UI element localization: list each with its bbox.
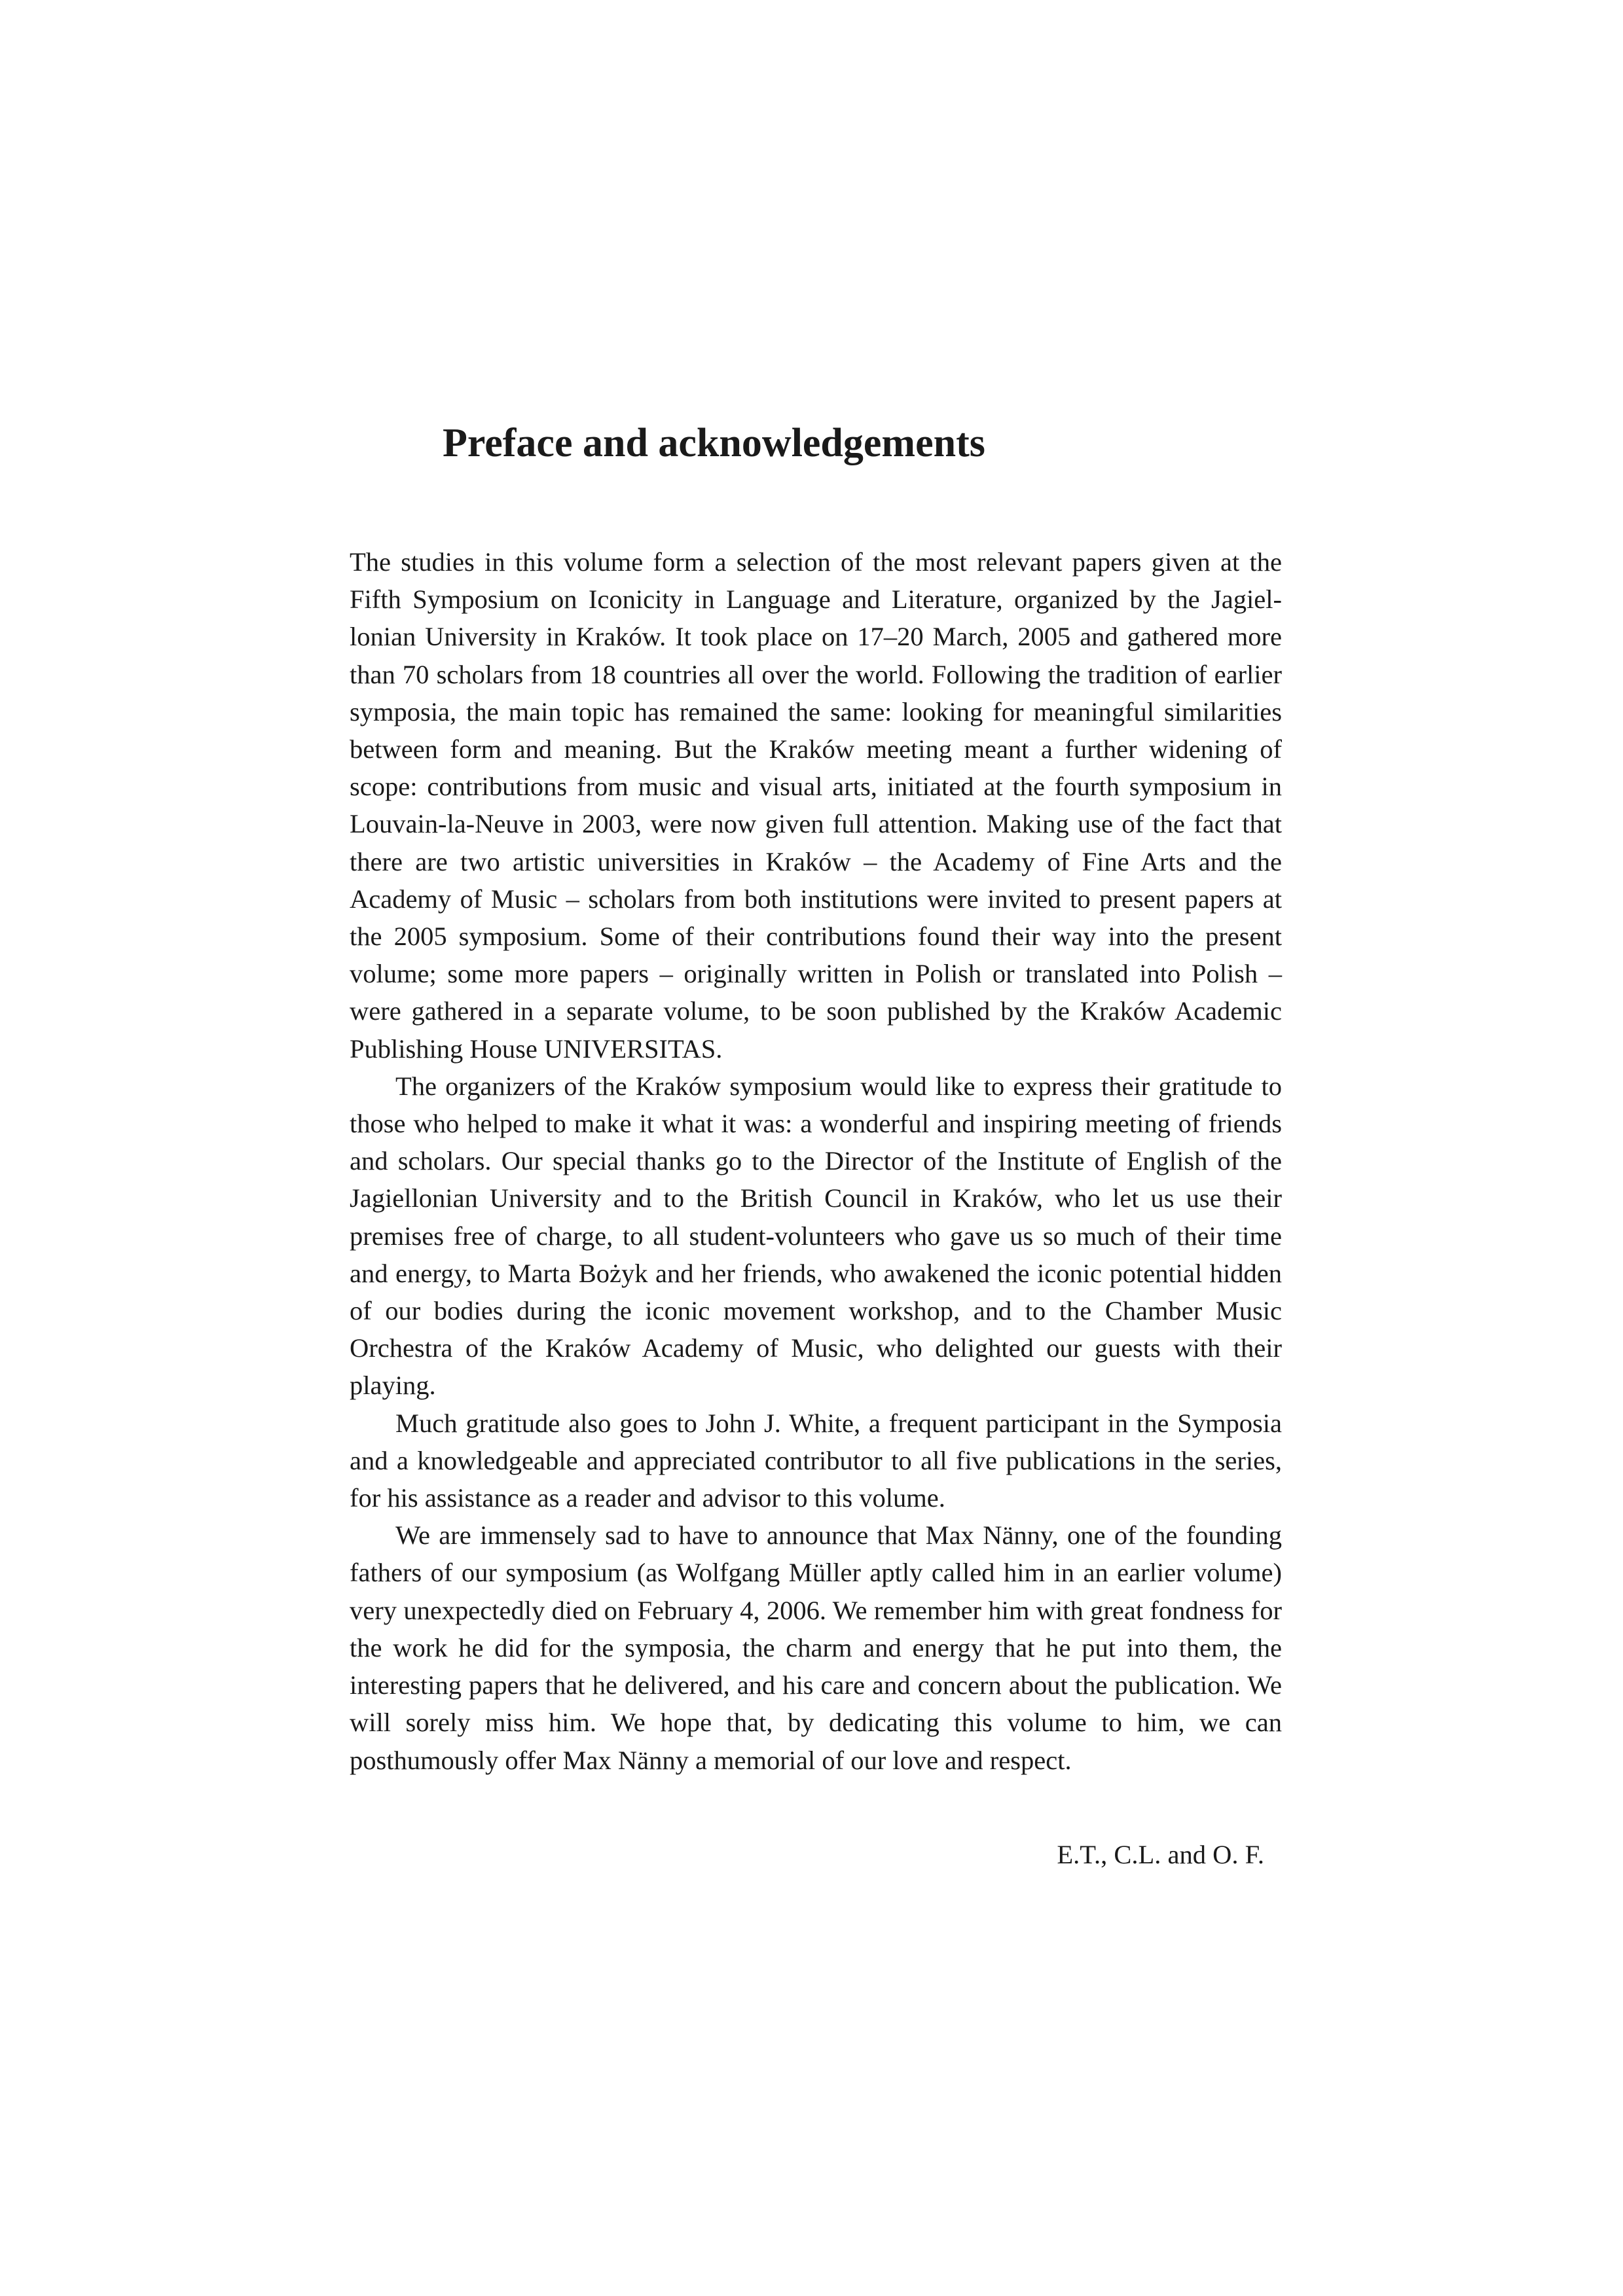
paragraph-4: We are immensely sad to have to announce that Max Nänny, one of the founding fathers of our symposium (as Wolfgang Müller aptly called him in an earlier volume) very unexpectedly died on February 4, 2006. We remember him with great fondness for the work he did for the symposia, the charm and energy that he put into them, the interesting papers that he delivered, and his care and concern about the publication. We will sorely miss him. We hope that, by dedicating this volume to him, we can posthumously offer Max Nänny a memorial of our love and respect.	[350, 1520, 1282, 1775]
paragraph-1: The studies in this volume form a selection of the most relevant papers given at the Fifth Symposium on Iconicity in Language and Literature, organized by the Jagiellonian University in Kraków. It took place on 17–20 March, 2005 and gathered more than 70 scholars from 18 countries all over the world. Following the tradition of earlier symposia, the main topic has remained the same: looking for meaningful similarities between form and meaning. But the Kraków meeting meant a further widening of scope: contributions from music and visual arts, initiated at the fourth symposium in Louvain-la-Neuve in 2003, were now given full attention. Making use of the fact that there are two artistic universities in Kraków – the Academy of Fine Arts and the Academy of Music – scholars from both institutions were invited to present papers at the 2005 symposium. Some of their contributions found their way into the present volume; some more papers – originally written in Polish or translated into Polish – were gathered in a separate volume, to be soon published by the Kraków Academic Publishing House UNIVERSITAS.	[350, 547, 1282, 1064]
paragraph-2: The organizers of the Kraków symposium would like to express their gratitude to those who helped to make it what it was: a wonderful and inspiring meeting of friends and scholars. Our special thanks go to the Director of the Institute of English of the Jagiellonian University and to the British Council in Kraków, who let us use their premises free of charge, to all student-volunteers who gave us so much of their time and energy, to Marta Bożyk and her friends, who awakened the iconic potential hidden of our bodies during the iconic movement workshop, and to the Chamber Music Orchestra of the Kraków Academy of Music, who delighted our guests with their playing.	[350, 1071, 1282, 1401]
preface-body	[350, 543, 1282, 1779]
paragraph-3: Much gratitude also goes to John J. White, a frequent participant in the Symposia and a knowledgeable and appreciated contributor to all five publications in the series, for his assistance as a reader and advisor to this volume.	[350, 1408, 1282, 1513]
page-title: Preface and acknowledgements	[443, 421, 985, 465]
author-initials: E.T., C.L. and O. F.	[1057, 1840, 1264, 1869]
